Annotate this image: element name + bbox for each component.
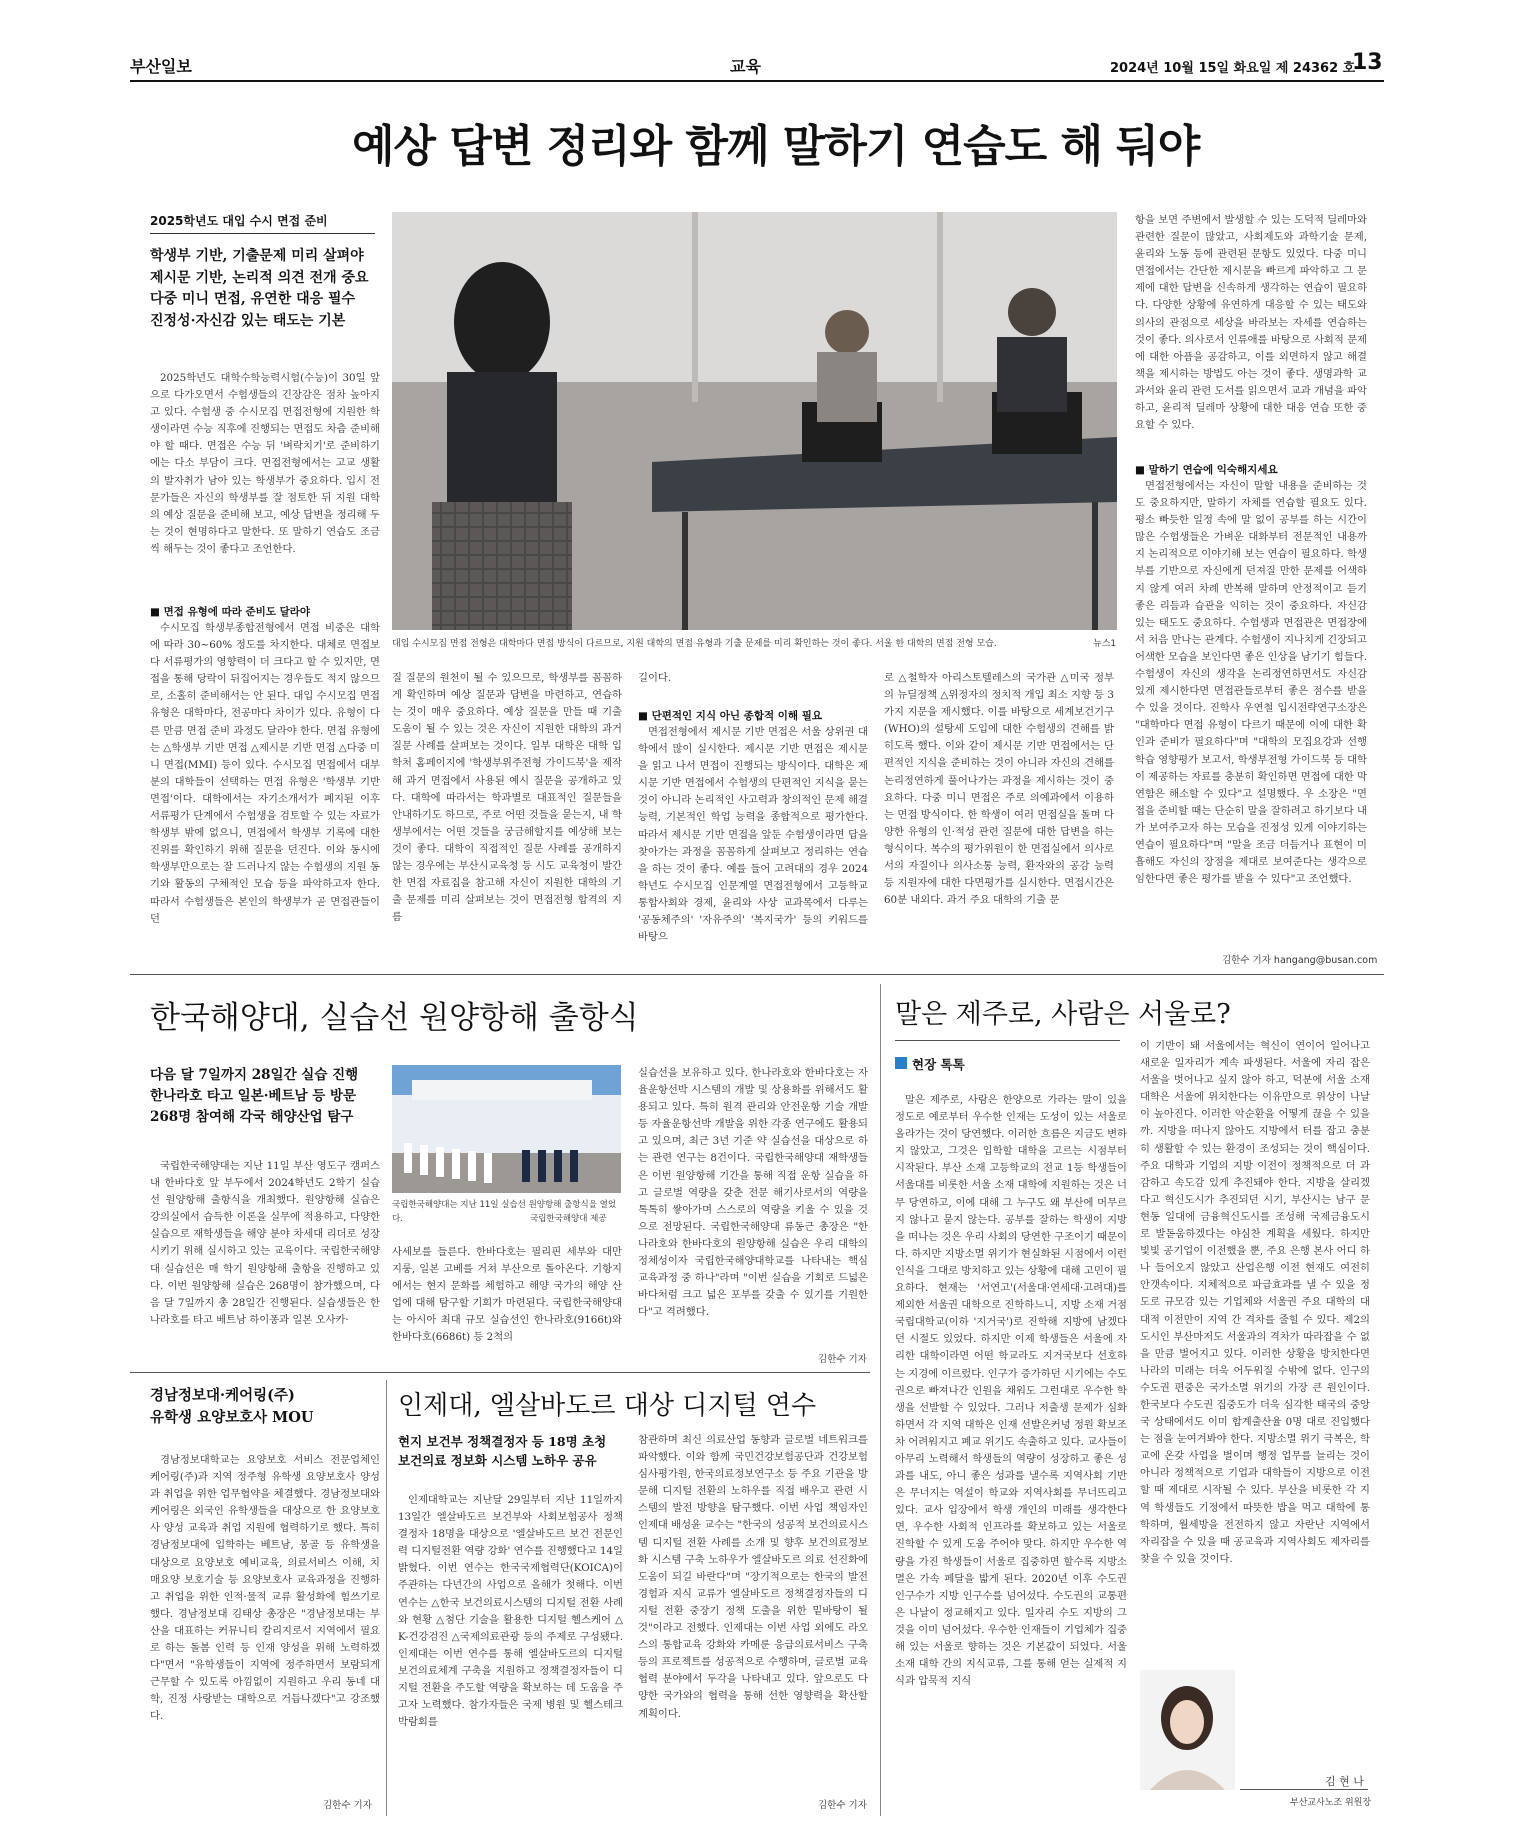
paragraph: 로 △철학자 아리스토텔레스의 국가관 △미국 정부의 뉴딜정책 △위정자의 정치적 개입 최소 지향 등 3가지 지문을 제시했다. 이를 바탕으로 세계보건기구(WHO)의 설탕세 도입에 대한 수험생의 견해를 밝히도록 했다. 이와 같이 제시문 기반 면접에서는 단편적인 지식을 준비하는 것이 아니라 자신의 견해를 논리정연하게 풀어나가는 과정을 제시하는 것이 중요하다. 다중 미니 면접은 주로 의예과에서 이용하는 면접 방식이다. 한 학생이 여러 면접실을 돌며 다양한 유형의 인·적성 관련 질문에 대한 답변을 하는 형식이다. 복수의 평가위원이 한 면접실에서 의사로서의 자질이나 의사소통 능력, 환자와의 공감 능력 등 지원자에 대한 다면평가를 실시한다. 면접시간은 60분 내외다. 과거 주요 대학의 기출 문 — [884, 672, 1114, 907]
ocean-subheads — [150, 1065, 390, 1128]
subhead-line: 진정성·자신감 있는 태도는 기본 — [150, 313, 346, 330]
main-subheads — [150, 246, 380, 333]
paragraph: 질 질문의 원천이 될 수 있으므로, 학생부를 꼼꼼하게 확인하며 예상 질문과 답변을 마련하고, 연습하는 것이 매우 중요하다. 예상 질문을 만들 때 기출 도움이 될 수 있는 것은 자신이 지원한 대학의 과거 질문 사례를 살펴보는 것이다. 일부 대학은 대학 입학처 홈페이지에 '학생부위주전형 가이드북'을 제작해 과거 면접에서 사용된 예시 질문을 공개하고 있다. 대학에 따라서는 학과별로 대표적인 질문들을 안내하기도 하므로, 주로 어떤 것들을 묻는지, 내 학생부에서는 어떤 것들을 궁금해할지를 예상해 보는 것이 좋다. 대학이 직접적인 질문 사례를 공개하지 않는 경우에는 부산시교육청 등 시도 교육청이 발간한 면접 자료집을 참고해 자신이 지원한 대학의 기출 문제를 미리 살펴보는 것이 면접전형 합격의 지름 — [392, 672, 622, 924]
inje-col1-body — [398, 1492, 623, 1812]
main-col1-intro — [150, 370, 380, 592]
main-headline: 예상 답변 정리와 함께 말하기 연습도 해 둬야 — [352, 121, 1200, 172]
column-rule — [895, 1040, 1120, 1041]
interview-photo — [392, 212, 1117, 630]
main-photo-caption: 대입 수시모집 면접 전형은 대학마다 면접 방식이 다르므로, 지원 대학의 면접 유형과 기출 문제를 미리 확인하는 것이 좋다. 서울 한 대학의 면접 전형 모습. — [392, 639, 997, 649]
main-col5-body2 — [1135, 478, 1367, 948]
subhead-line: 학생부 기반, 기출문제 미리 살펴야 — [150, 248, 364, 264]
paragraph: 수시모집 학생부종합전형에서 면접 비중은 대학에 따라 30~60% 정도를 차지한다. 대체로 면접보다 서류평가의 영향력이 더 크다고 할 수 있지만, 면접을 통해 당락이 뒤집어지는 경우들도 적지 않으므로, 소홀히 준비해서는 안 된다. 대입 수시모집 면접 유형은 대학마다, 전공마다 차이가 있다. 유형이 다른 만큼 면접 준비 과정도 달라야 한다. 면접 유형에는 △학생부 기반 면접 △제시문 기반 면접 △다중 미니 면접(MMI) 등이 있다. 수시모집 면접에서 대부분의 대학들이 선택하는 면접 유형은 '학생부 기반 면접'이다. 대학에서는 자기소개서가 폐지된 이후 서류평가 단계에서 수험생을 검토할 수 있는 자료가 학생부 밖에 없으니, 면접에서 학생부 기록에 대한 진위를 확인하기 위해 질문을 던진다. 이와 동시에 학생부만으로는 잘 드러나지 않는 수험생의 지원 동기와 활동의 구체적인 모습 등을 파악하고자 한다. 따라서 수험생들은 본인의 학생부가 곧 면접관들이 던 — [150, 622, 380, 925]
ocean-headline: 한국해양대, 실습선 원양항해 출항식 — [150, 1000, 639, 1036]
paragraph: 실습선을 보유하고 있다. 한나라호와 한바다호는 자율운항선박 시스템의 개발 및 상용화를 위해서도 활용되고 있다. 특히 원격 관리와 안전운항 기술 개발 등 자율운항선박 개발을 위한 각종 연구에도 활용되고 있으며, 최근 3년 기준 약 실습선을 대상으로 하는 관련 연구는 8건이다. 국립한국해양대 재학생들은 이번 원양항해 기간을 통해 직접 운항 실습을 하고 글로벌 역량을 갖춘 전문 해기사로서의 역량을 톡톡히 쌓아가며 스스로의 역량을 키울 수 있을 것으로 전망된다. 국립한국해양대 류동근 총장은 "한나라호와 한바다호의 원양항해 실습은 우리 대학의 정체성이자 국립한국해양대학교를 나타내는 핵심 교육과정 중 하나"라며 "이번 실습을 기회로 드넓은 바다처럼 크고 넓은 포부를 갖출 수 있기를 기원한다"고 격려했다. — [638, 1067, 868, 1319]
divider — [130, 1372, 870, 1373]
main-col3-section: ■ 단편적인 지식 아닌 종합적 이해 필요 — [638, 710, 822, 722]
main-col1-section: ■ 면접 유형에 따라 준비도 달라야 — [150, 606, 311, 618]
ocean-byline: 김한수 기자 — [818, 1354, 867, 1365]
paragraph: 인제대학교는 지난달 29일부터 지난 11일까지 13일간 엘살바도르 보건부와 사회보험공사 정책결정자 18명을 대상으로 '엘살바도르 보건 전문인력 디지털전환 역량 강화' 연수를 진행했다고 14일 밝혔다. 이번 연수는 한국국제협력단(KOICA)이 주관하는 다년간의 사업으로 올해가 첫해다. 이번 연수는 △한국 보건의료시스템의 디지털 전환 사례와 현황 △첨단 기술을 활용한 디지털 헬스케어 △K-건강검진 △국제의료관광 등의 주제로 구성됐다. 인제대는 이번 연수를 통해 엘살바도르의 디지털 보건의료체계 구축을 지원하고 정책결정자들이 디지털 전환을 주도할 역량을 확보하는 데 도움을 주고자 노력했다. 참가자들은 국제 병원 및 헬스테크 박람회를 — [398, 1494, 623, 1729]
headline-line: 경남정보대·케어링(주) — [150, 1387, 295, 1404]
main-col3-body — [638, 670, 868, 690]
main-col5-section: ■ 말하기 연습에 익숙해지세요 — [1135, 464, 1278, 476]
column-headline: 말은 제주로, 사람은 서울로? — [895, 999, 1231, 1030]
column-author-title: 부산교사노조 위원장 — [1290, 1798, 1372, 1808]
ship-photo-svg — [392, 1065, 621, 1193]
divider — [880, 984, 881, 1816]
subhead-line: 현지 보건부 정책결정자 등 18명 초청 — [398, 1434, 607, 1449]
author-rule — [1240, 1789, 1368, 1790]
main-col5-body — [1135, 212, 1367, 438]
ocean-col2-body — [392, 1244, 622, 1364]
inje-headline: 인제대, 엘살바도르 대상 디지털 연수 — [398, 1391, 817, 1421]
masthead-page: 13 — [1352, 50, 1383, 75]
divider — [130, 974, 1384, 975]
masthead-section: 교육 — [730, 57, 761, 76]
paragraph: 참관하며 최신 의료산업 동향과 글로벌 네트워크를 파악했다. 이와 함께 국민건강보험공단과 건강보험심사평가원, 한국의료정보연구소 등 주요 기관을 방문해 디지털 전환의 노하우를 직접 배우고 관련 시스템의 발전 방향을 탐구했다. 이번 사업 책임자인 인제대 배성윤 교수는 "한국의 성공적 보건의료시스템 디지털 전환 사례를 소개 및 향후 보건의료정보화 시스템 구축 노하우가 엘살바도르 의료 선진화에 도움이 되길 바란다"며 "장기적으로는 한국의 발전 경험과 지식 교류가 엘살바도르 정책결정자들의 디지털 전환 중장기 정책 도출을 위한 밑바탕이 될 것"이라고 전했다. 인제대는 이번 사업 외에도 라오스의 통합교육 강화와 카메룬 응급의료서비스 구축 등의 프로젝트를 성공적으로 수행하며, 글로벌 교육 협력 분야에서 두각을 나타내고 있다. 앞으로도 다양한 국가와의 협력을 통해 선한 영향력을 확산할 계획이다. — [638, 1434, 868, 1720]
main-col3-body2 — [638, 724, 868, 968]
paragraph: 항을 보면 주변에서 발생할 수 있는 도덕적 딜레마와 관련한 질문이 많았고, 사회제도와 과학기술 문제, 윤리와 노동 등에 관련된 문항도 있었다. 다중 미니 면접에서는 간단한 제시문을 빠르게 파악하고 그 문제에 대한 답변을 신속하게 생각하는 연습이 필요하다. 다양한 상황에 유연하게 대응할 수 있는 태도와 의사의 관점으로 세상을 바라보는 자세를 연습하는 것이 좋다. 의사로서 인류애를 바탕으로 사회적 문제에 대한 아픔을 공감하고, 이를 외면하지 않고 해결책을 제시하는 방법도 아는 것이 좋다. 생명과학 교과서와 윤리 관련 도서를 읽으면서 교과 개념을 파악하고, 윤리적 딜레마 상황에 대한 대응 연습 또한 중요할 수 있다. — [1135, 214, 1367, 432]
kn-headline — [150, 1385, 382, 1430]
kn-body — [150, 1452, 380, 1792]
inje-subheads — [398, 1432, 628, 1471]
main-byline: 김한수 기자 hangang@busan.com — [1222, 955, 1378, 966]
main-col1-body — [150, 620, 380, 968]
column-label-box — [895, 1057, 907, 1069]
column-col1-body — [895, 1092, 1127, 1814]
column-author-name: 김 현 나 — [1325, 1775, 1364, 1788]
main-kicker: 2025학년도 대입 수시 면접 준비 — [150, 214, 328, 228]
paragraph: 국립한국해양대는 지난 11일 부산 영도구 캠퍼스 내 한바다호 앞 부두에서 2024학년도 2학기 실습선 원양항해 출항식을 개최했다. 원양항해 실습은 강의실에서 습득한 이론을 실무에 적용하고, 다양한 실습으로 재학생들을 해양 분야 차세대 리더로 성장시키기 위해 실시하고 있는 교육이다. 국립한국해양대 실습선은 매 학기 원양항해 출항을 진행하고 있다. 이번 원양항해 실습은 268명이 참가했으며, 다음 달 7일까지 총 28일간 진행된다. 실습생들은 한나라호를 타고 베트남 하이퐁과 일본 오사카· — [150, 1160, 380, 1326]
paragraph: 면접전형에서 제시문 기반 면접은 서울 상위권 대학에서 많이 실시한다. 제시문 기반 면접은 제시문을 읽고 나서 면접이 진행되는 방식이다. 대학은 제시문 기반 면접에서 수험생의 단편적인 지식을 묻는 것이 아니라 논리적인 사고력과 창의적인 문제 해결 능력, 기본적인 학업 능력을 종합적으로 평가한다. 따라서 제시문 기반 면접을 앞둔 수험생이라면 답을 찾아가는 과정을 꼼꼼하게 살펴보고 정리하는 연습을 하는 것이 좋다. 예를 들어 고려대의 경우 2024학년도 수시모집 인문계열 면접전형에서 고등학교 통합사회와 경제, 윤리와 사상 교과목에서 다루는 '공동체주의' '자유주의' '복지국가' 등의 키워드를 바탕으 — [638, 726, 868, 944]
column-label: 현장 톡톡 — [912, 1057, 965, 1072]
column-col2-body — [1140, 1038, 1370, 1658]
paragraph: 말은 제주로, 사람은 한양으로 가라는 말이 있을 정도로 예로부터 우수한 인재는 도성이 있는 서울로 올라가는 것이 당연했다. 이러한 흐름은 지금도 변하지 않았고, 그것은 입학할 대학을 고르는 시점부터 시작된다. 부산 소재 고등학교의 전교 1등 학생들이 서울대를 비롯한 서울 소재 대학에 지원하는 것은 너무 당연하고, 이에 대해 그 누구도 왜 부산에 머무르지 않나고 묻지 않는다. 공부를 잘하는 학생이 지방을 떠나는 것은 우리 사회의 당연한 구조이기 때문이다. 하지만 지방소멸 위기가 현실화된 시점에서 이런 인식을 그대로 방치하고 있는 상황에 대해 고민이 필요하다. 현재는 '서연고'(서울대·연세대·고려대)를 제외한 서울권 대학으로 진학하느니, 지방 소재 거점 국립대학교(이하 '지거국')로 진학해 지방에 남겠다던 시절도 있었다. 하지만 이제 학생들은 서울에 자리한 대학이라면 어떤 학교라도 지거국보다 선호하는 지경에 이르렀다. 인구가 증가하던 시기에는 수도권으로 빠져나간 인원을 채워도 그런대로 우수한 학생을 선발할 수 있었다. 그러나 저출생 문제가 심화하면서 각 지역 대학은 인재 선발은커녕 정원 확보조차 어려워지고 폐교 위기도 속출하고 있다. 교사들이 아무리 노력해서 학생들의 역량이 성장하고 좋은 성과를 내도, 아니 좋은 성과를 낼수록 지역사회 기반은 무너지는 역설이 학교와 지역사회를 무너뜨리고 있다. 교사 입장에서 학생 개인의 미래를 생각한다면, 우수한 사회적 인프라를 확보하고 있는 서울로 진학할 수 있게 도움 주어야 맞다. 하지만 우수한 역량을 가진 학생들이 서울로 집중하면 할수록 지방소멸은 가속 페달을 밟게 된다. 2020년 이후 수도권 인구수가 지방 인구수를 넘어섰다. 수도권의 교통편은 나날이 정교해지고 있다. 일자리 수도 지방의 그것을 이미 넘어섰다. 우수한 인재들이 기업체가 집중해 있는 서울로 향하는 것은 기본값이 되었다. 서울 소재 대학 간의 지식교류, 그를 통해 얻는 실제적 지식과 압묵적 지식 — [895, 1094, 1127, 1688]
headline-line: 유학생 요양보호사 MOU — [150, 1409, 314, 1427]
author-photo — [1140, 1670, 1235, 1790]
masthead-rule — [130, 80, 1384, 82]
subhead-line: 한나라호 타고 일본·베트남 등 방문 — [150, 1087, 357, 1104]
inje-byline: 김한수 기자 — [818, 1800, 867, 1811]
paragraph: 길이다. — [638, 672, 672, 684]
divider — [386, 1380, 387, 1816]
paragraph: 2025학년도 대학수학능력시험(수능)이 30일 앞으로 다가오면서 수험생들의 긴장감은 점차 높아지고 있다. 수험생 중 수시모집 면접전형에 지원한 학생이라면 수능 직후에 진행되는 면접도 차츰 준비해야 할 때다. 면접은 수능 뒤 '벼락치기'로 준비하기에는 다소 부담이 크다. 면접전형에서는 고교 생활의 발자취가 남아 있는 학생부가 중요하다. 입시 전문가들은 자신의 학생부를 잘 점토한 뒤 지원 대학의 예상 질문을 준비해 보고, 예상 답변을 정리해 두는 것이 현명하다고 말한다. 또 말하기 연습도 조금씩 해두는 것이 좋다고 조언한다. — [150, 372, 380, 555]
ocean-photo-caption: 국립한국해양대는 지난 11일 실습선 원양항해 출항식을 열었다. — [392, 1200, 617, 1224]
subhead-line: 268명 참여해 각국 해양산업 탐구 — [150, 1108, 354, 1125]
subhead-line: 제시문 기반, 논리적 의견 전개 중요 — [150, 269, 369, 286]
masthead-date: 2024년 10월 15일 화요일 제 24362 호 — [1110, 61, 1356, 76]
author-photo-svg — [1140, 1670, 1235, 1790]
masthead-paper: 부산일보 — [130, 57, 192, 76]
paragraph: 이 기반이 돼 서울에서는 혁신이 연이어 일어나고 새로운 일자리가 계속 파생된다. 서울에 자리 잡은 서울을 벗어나고 싶지 않아 하고, 덕분에 서울 소재 대학은 서울에 위치한다는 이유만으로 위상이 나날이 높아진다. 이러한 악순환을 어떻게 끊을 수 있을까. 지방을 떠나지 않아도 지방에서 터를 잡고 충분히 생활할 수 있는 환경이 조성되는 것이 핵심이다. 주요 대학과 기업의 지방 이전이 정책적으로 더 과감하고 속도감 있게 추진돼야 한다. 지방을 살리겠다고 혁신도시가 추진되던 시기, 부산시는 남구 문현동 일대에 금융혁신도시를 조성해 국제금융도시로 발돋움하겠다는 야심찬 계획을 세웠다. 하지만 빛빛 공기업이 이전했을 뿐, 주요 은행 본사 어디 하나 들어오지 않았고 산업은행 이전 현재도 여전히 안갯속이다. 지체적으로 파급효과를 낼 수 있을 정도로 규모감 있는 기업체와 서울권 주요 대학의 대대적 이전만이 지역 간 격차를 줄힐 수 있다. 제2의 도시인 부산마저도 서울과의 격차가 따라잡을 수 없을 만큼 벌어지고 있다. 이러한 상황을 방치한다면 나라의 미래는 더욱 어두워질 수밖에 없다. 인구의 수도권 편중은 국가소멸 위기의 가장 큰 원인이다. 한국보다 수도권 집중도가 더욱 심각한 태국의 중앙국 상태에서도 이미 합계출산율 0명 대로 진입했다는 점을 눈여겨봐야 한다. 지방소멸 위기 극복은, 학교에 온갖 사업을 벌이며 행정 업무를 늘리는 것이 아니라 정책적으로 기업과 대학들이 지방으로 이전할 때 제대로 시작될 수 있다. 부산을 비롯한 각 지역 학생들도 기정에서 따뜻한 밥을 먹고 대학에 통학하며, 월세방을 전전하지 않고 자란난 지역에서 자리잡을 수 있을 때 공교육과 지역사회도 제자리를 찾을 수 있을 것이다. — [1140, 1040, 1370, 1565]
kn-byline: 김한수 기자 — [323, 1800, 372, 1811]
paragraph: 면접전형에서는 자신이 말할 내용을 준비하는 것도 중요하지만, 말하기 자체를 연습할 필요도 있다. 평소 빠듯한 일정 속에 말 없이 공부를 하는 시간이 많은 수험생들은 가벼운 대화부터 전문적인 내용까지 논리적으로 이야기해 보는 연습이 필요하다. 학생부를 기반으로 자신에게 던져질 만한 문제를 어색하지 않게 여러 차례 반복해 말하며 안정적이고 듣기 좋은 리듬과 습관을 익히는 것이 중요하다. 자신감 있는 태도도 중요하다. 수험생과 면접관은 면접장에서 처음 만나는 관계다. 수험생이 지나치게 긴장되고 어색한 모습을 보인다면 좋은 인상을 남기기 힘들다. 수험생이 자신의 생각을 논리정연하면서도 자신감 있게 제시한다면 면접관들로부터 좋은 점수를 받을 수 있을 것이다. 진학사 우연철 입시전략연구소장은 "대학마다 면접 유형이 다르기 때문에 이에 대한 확인과 준비가 필요하다"며 "대학의 모집요강과 선행학습 영향평가 보고서, 학생부전형 가이드북 등 대학이 제공하는 자료를 충분히 확인하면 면접에 대한 막연함은 해소할 수 있다"고 설명했다. 우 소장은 "면접을 준비할 때는 단순히 말을 잘하려고 하기보다 내가 보여주고자 하는 모습을 진정성 있게 이야기하는 연습이 필요하다"며 "말을 조금 더듬거나 표현이 미흡해도 자신의 장점을 제대로 보여준다는 생각으로 임한다면 좋은 평가를 받을 수 있다"고 조언했다. — [1135, 480, 1367, 886]
subhead-line: 보건의료 정보화 시스템 노하우 공유 — [398, 1453, 597, 1469]
paragraph: 경남정보대학교는 요양보호 서비스 전문업체인 케어링(주)과 지역 정주형 유학생 요양보호사 양성과 취업을 위한 업무협약을 체결했다. 경남정보대와 케어링은 외국인 유학생들을 대상으로 한 요양보호사 양성 교육과 취업 지원에 협력하기로 했다. 특히 경남정보대에 입학하는 베트남, 몽골 등 유학생을 대상으로 요양보호 예비교육, 의료서비스 이해, 치매요양 보호기술 등 요양보호사 교육과정을 진행하고 취업을 위한 인적·물적 교류 활성화에 힘쓰기로 했다. 경남정보대 김태상 총장은 "경남정보대는 부산을 대표하는 커뮤니티 칼리지로서 지역에서 필요로 하는 돌봄 인력 등 인재 양성을 위해 노력하겠다"면서 "유학생들이 지역에 정주하면서 보람되게 근무할 수 있도록 아낌없이 지원하고 우리 동네 대학, 진정 사랑받는 대학으로 거듭나겠다"고 강조했다. — [150, 1454, 380, 1723]
subhead-line: 다음 달 7일까지 28일간 실습 진행 — [150, 1067, 359, 1083]
ocean-photo-credit: 국립한국해양대 제공 — [530, 1214, 607, 1224]
main-col4-body — [884, 670, 1114, 968]
inje-col2-body — [638, 1432, 868, 1792]
interview-photo-svg — [392, 212, 1117, 630]
main-photo-credit: 뉴스1 — [1093, 639, 1117, 649]
main-col2-body — [392, 670, 622, 968]
ocean-col3-body — [638, 1065, 868, 1355]
paragraph: 사세보를 들른다. 한바다호는 필리핀 세부와 대만 지룽, 일본 고베를 거쳐 부산으로 돌아온다. 기항지에서는 현지 문화를 체험하고 해양 국가의 해양 산업에 대해 탐구할 기회가 마련된다. 국립한국해양대는 아시아 최대 규모 실습선인 한나라호(9166t)와 한바다호(6686t) 등 2척의 — [392, 1246, 622, 1344]
subhead-line: 다중 미니 면접, 유연한 대응 필수 — [150, 291, 356, 308]
ocean-col1-body — [150, 1158, 380, 1364]
kicker-underline — [150, 233, 375, 234]
ship-photo — [392, 1065, 621, 1193]
